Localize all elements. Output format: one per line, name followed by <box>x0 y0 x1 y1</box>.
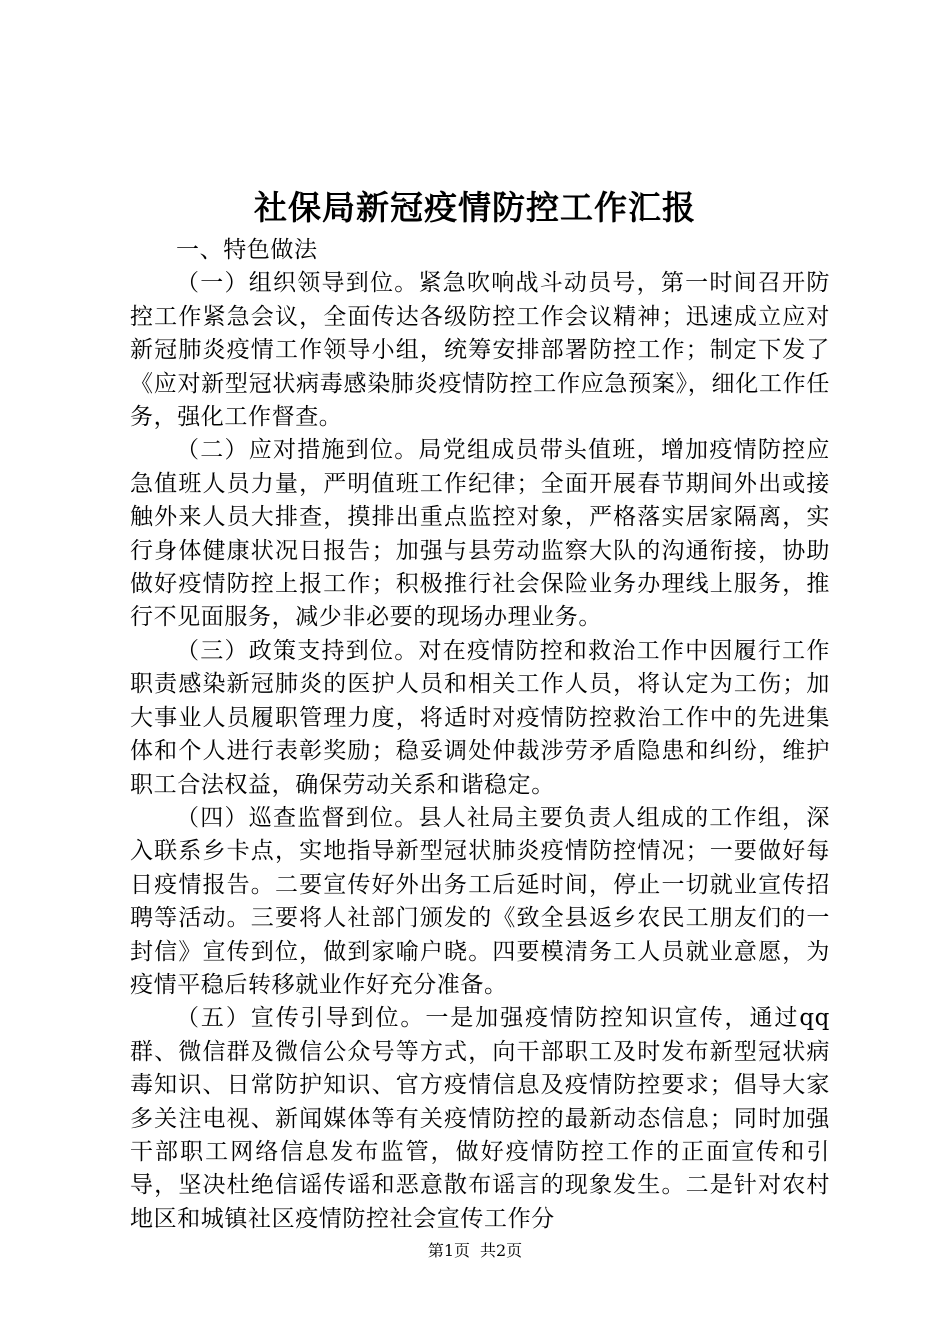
document-body <box>130 234 830 1236</box>
paragraph-4: （四）巡查监督到位。县人社局主要负责人组成的工作组，深入联系乡卡点，实地指导新型冠状肺炎疫情防控情况；一要做好每日疫情报告。二要宣传好外出务工后延时间，停止一切就业宣传招聘等活动。三要将人社部门颁发的《致全县返乡农民工朋友们的一封信》宣传到位，做到家喻户晓。四要模清务工人员就业意愿，为疫情平稳后转移就业作好充分准备。 <box>130 804 830 998</box>
paragraph-3: （三）政策支持到位。对在疫情防控和救治工作中因履行工作职责感染新冠肺炎的医护人员和相关工作人员，将认定为工伤；加大事业人员履职管理力度，将适时对疫情防控救治工作中的先进集体和个人进行表彰奖励；稳妥调处仲裁涉劳矛盾隐患和纠纷，维护职工合法权益，确保劳动关系和谐稳定。 <box>130 637 830 798</box>
page-number-current: 第1页 <box>427 1241 470 1260</box>
paragraph-2: （二）应对措施到位。局党组成员带头值班，增加疫情防控应急值班人员力量，严明值班工作纪律；全面开展春节期间外出或接触外来人员大排查，摸排出重点监控对象，严格落实居家隔离，实行身体健康状况日报告；加强与县劳动监察大队的沟通衔接，协助做好疫情防控上报工作；积极推行社会保险业务办理线上服务，推行不见面服务，减少非必要的现场办理业务。 <box>130 437 830 631</box>
page-number-total: 共2页 <box>480 1241 523 1260</box>
document-title: 社保局新冠疫情防控工作汇报 <box>254 188 696 227</box>
section-heading: 一、特色做法 <box>176 237 318 263</box>
paragraph-5: （五）宣传引导到位。一是加强疫情防控知识宣传，通过qq群、微信群及微信公众号等方式，向干部职工及时发布新型冠状病毒知识、日常防护知识、官方疫情信息及疫情防控要求；倡导大家多关注电视、新闻媒体等有关疫情防控的最新动态信息；同时加强干部职工网络信息发布监管，做好疫情防控工作的正面宣传和引导，坚决杜绝信谣传谣和恶意散布谣言的现象发生。二是针对农村地区和城镇社区疫情防控社会宣传工作分 <box>130 1005 830 1232</box>
paragraph-1: （一）组织领导到位。紧急吹响战斗动员号，第一时间召开防控工作紧急会议，全面传达各级防控工作会议精神；迅速成立应对新冠肺炎疫情工作领导小组，统筹安排部署防控工作；制定下发了《应对新型冠状病毒感染肺炎疫情防控工作应急预案》，细化工作任务，强化工作督查。 <box>130 270 830 431</box>
page-footer <box>0 1240 950 1262</box>
